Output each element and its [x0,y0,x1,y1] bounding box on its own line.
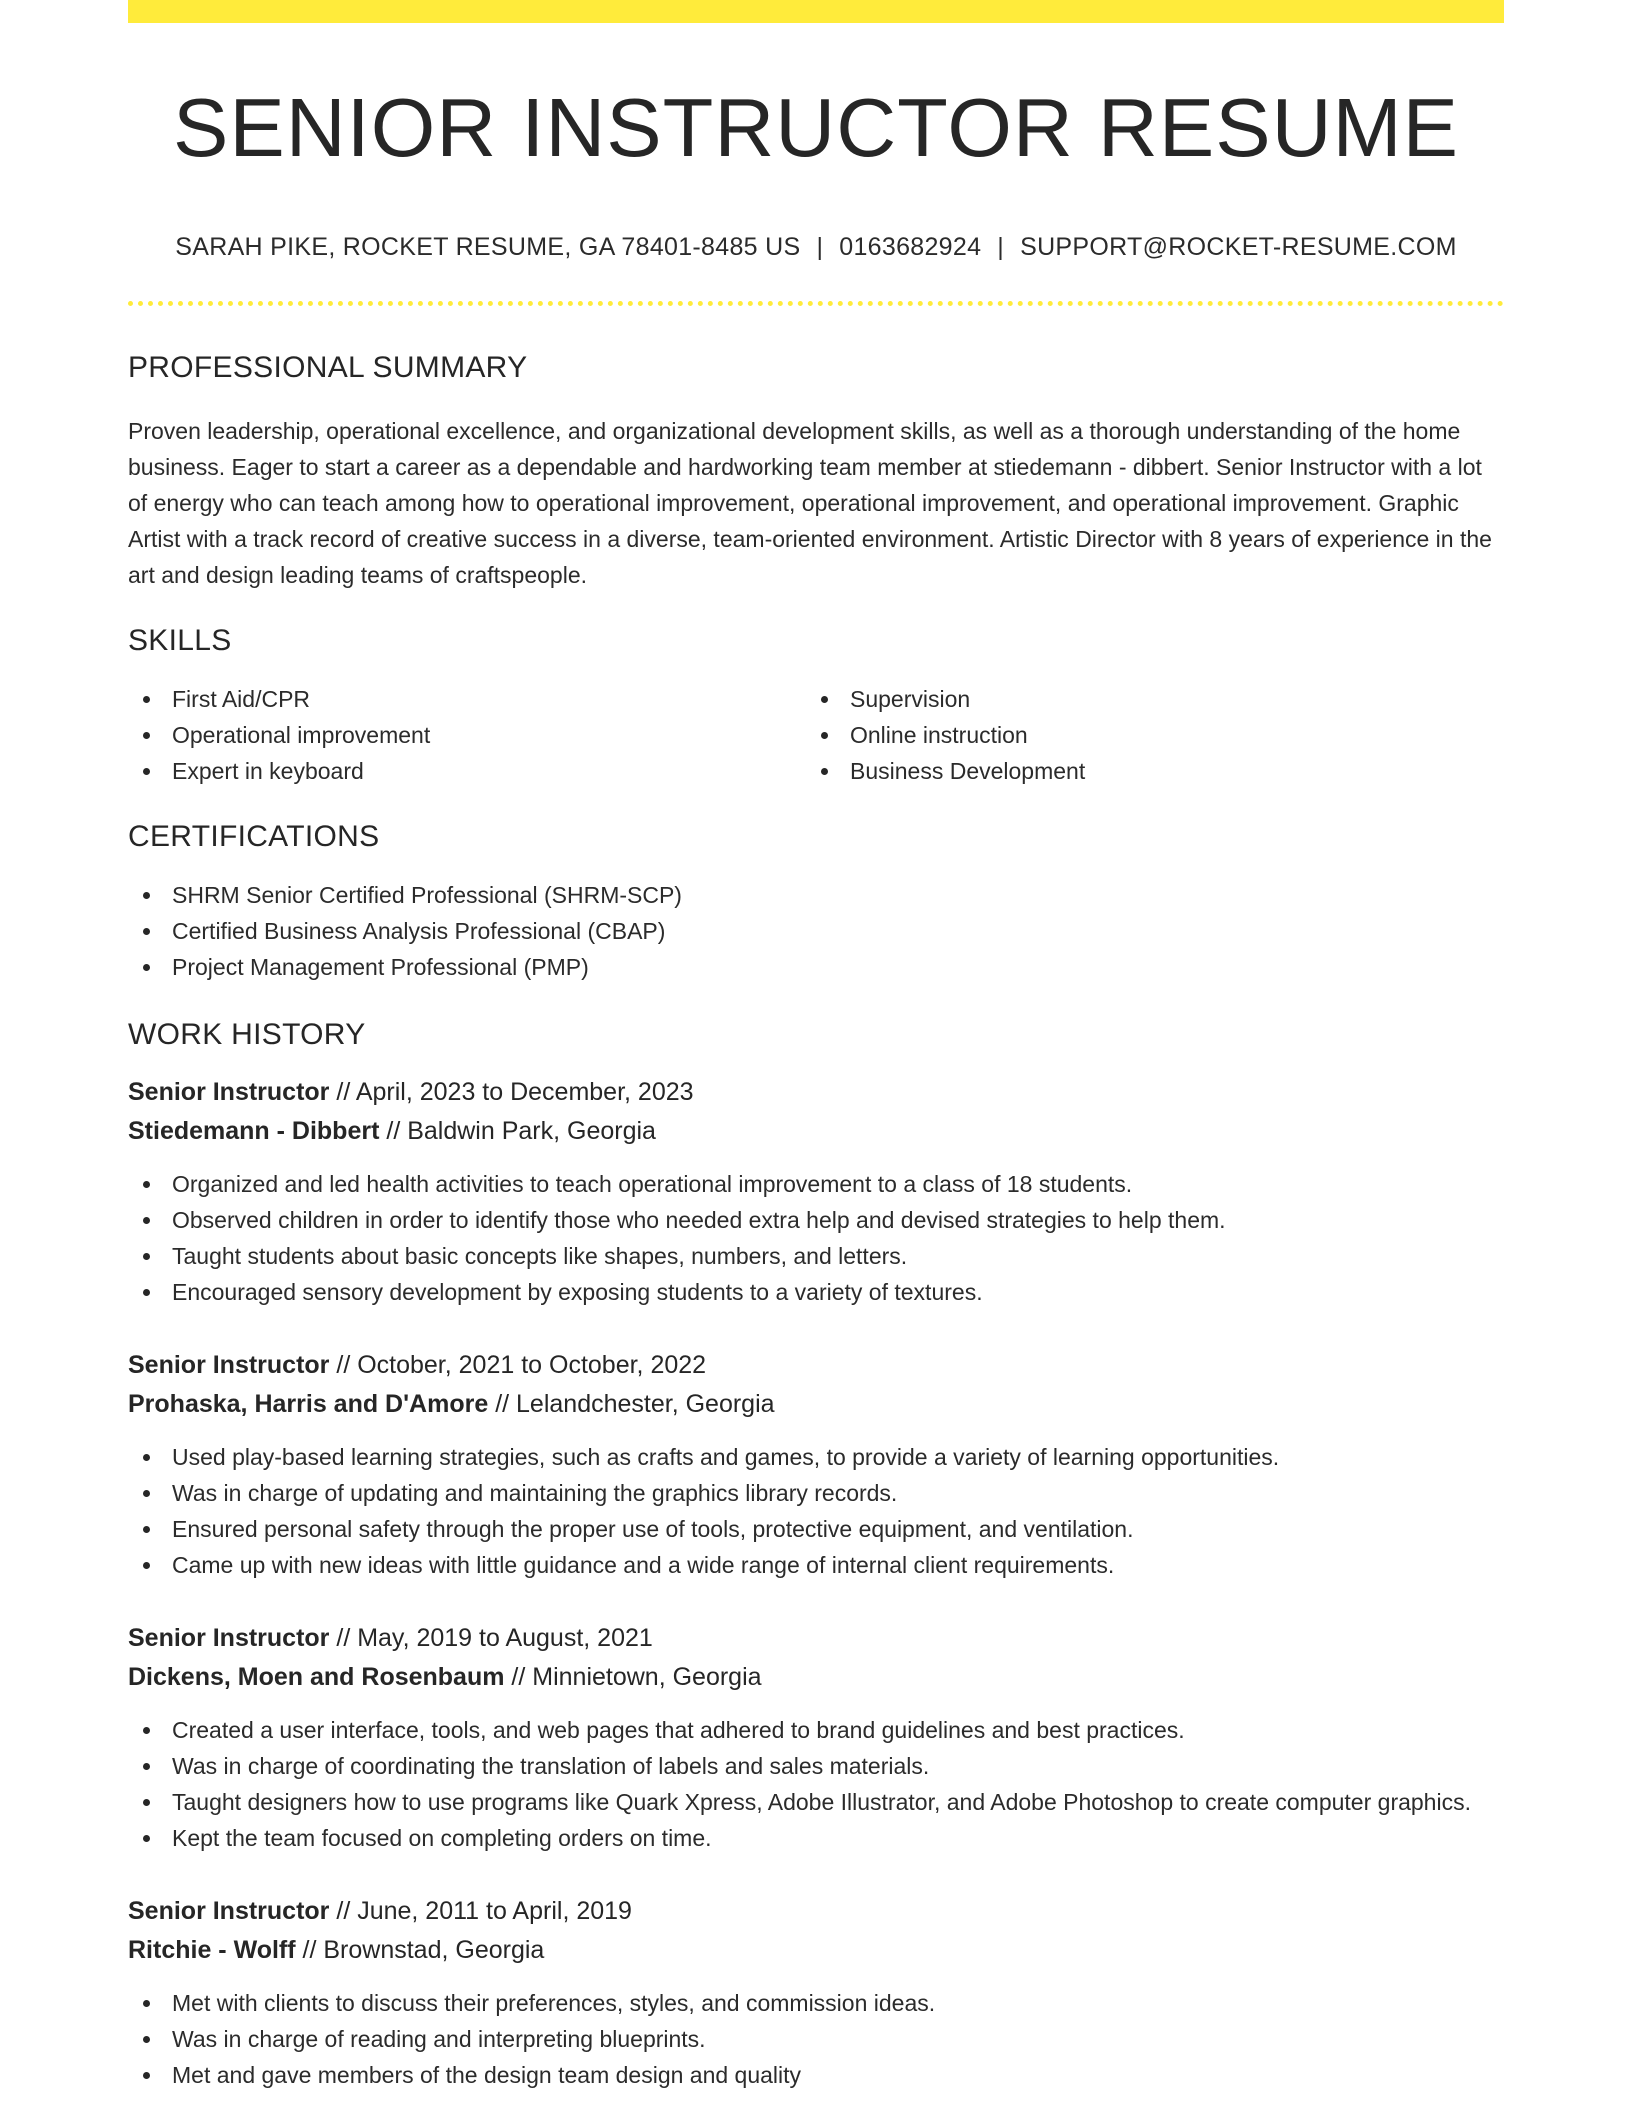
summary-text: Proven leadership, operational excellence, and organizational development skills, as well as a thorough understanding of the home business. Eager to start a career as a dependable and hardworking team member at stiedemann - dibbert. Senior Instructor with a lot of energy who can teach among how to operational improvement, operational improvement, and operational improvement. Graphic Artist with a track record of creative success in a diverse, team-oriented environment. Artistic Director with 8 years of experience in the art and design leading teams of craftspeople. [128,418,1492,588]
skills-column-left [128,681,806,789]
job-duty: Ensured personal safety through the proper use of tools, protective equipment, and ventilation. [128,1511,1504,1547]
skills-grid [128,681,1504,789]
skill-item: Online instruction [806,717,1484,753]
job-duty: Came up with new ideas with little guidance and a wide range of internal client requirements. [128,1547,1504,1583]
job-company: Stiedemann - Dibbert [128,1117,380,1145]
job-title: Senior Instructor [128,1078,330,1106]
contact-separator: | [997,233,1005,261]
job-dates: // April, 2023 to December, 2023 [329,1078,694,1106]
job-duties-list [128,1712,1504,1856]
skill-item: First Aid/CPR [128,681,806,717]
job-title-line [128,1346,1504,1385]
job-location: // Lelandchester, Georgia [488,1390,775,1418]
certification-item: Project Management Professional (PMP) [128,949,1504,985]
skill-item: Operational improvement [128,717,806,753]
job-location: // Baldwin Park, Georgia [379,1117,656,1145]
resume-content [128,0,1504,2093]
job-duties-list [128,1439,1504,1583]
job-entry [128,1346,1504,1583]
job-duty: Met with clients to discuss their preferences, styles, and commission ideas. [128,1985,1504,2021]
job-title: Senior Instructor [128,1624,330,1652]
job-dates: // October, 2021 to October, 2022 [329,1351,707,1379]
job-duties-list [128,1166,1504,1310]
job-company: Dickens, Moen and Rosenbaum [128,1663,505,1691]
resume-title: SENIOR INSTRUCTOR RESUME [172,81,1460,174]
job-title: Senior Instructor [128,1897,330,1925]
job-title-line [128,1073,1504,1112]
job-company-line [128,1112,1504,1151]
job-location: // Brownstad, Georgia [295,1936,545,1964]
skill-item: Expert in keyboard [128,753,806,789]
job-duty: Encouraged sensory development by exposing students to a variety of textures. [128,1274,1504,1310]
job-duty: Used play-based learning strategies, such as crafts and games, to provide a variety of learning opportunities. [128,1439,1504,1475]
job-duty: Was in charge of updating and maintaining the graphics library records. [128,1475,1504,1511]
job-entry [128,1073,1504,1310]
contact-phone: 0163682924 [839,233,982,261]
certification-item: Certified Business Analysis Professional (CBAP) [128,913,1504,949]
skill-item: Business Development [806,753,1484,789]
certifications-list [128,877,1504,985]
job-title: Senior Instructor [128,1351,330,1379]
job-company-line [128,1658,1504,1697]
summary-heading: PROFESSIONAL SUMMARY [128,351,528,384]
job-company-line [128,1931,1504,1970]
job-company: Ritchie - Wolff [128,1936,296,1964]
job-duty: Observed children in order to identify those who needed extra help and devised strategies to help them. [128,1202,1504,1238]
job-duty: Met and gave members of the design team design and quality [128,2057,1504,2093]
job-duty: Was in charge of reading and interpreting blueprints. [128,2021,1504,2057]
job-duty: Kept the team focused on completing orders on time. [128,1820,1504,1856]
job-duty: Organized and led health activities to teach operational improvement to a class of 18 students. [128,1166,1504,1202]
skill-item: Supervision [806,681,1484,717]
job-dates: // May, 2019 to August, 2021 [329,1624,653,1652]
job-duty: Was in charge of coordinating the translation of labels and sales materials. [128,1748,1504,1784]
job-company-line [128,1385,1504,1424]
job-duty: Taught designers how to use programs like Quark Xpress, Adobe Illustrator, and Adobe Photoshop to create computer graphics. [128,1784,1504,1820]
job-dates: // June, 2011 to April, 2019 [329,1897,632,1925]
job-company: Prohaska, Harris and D'Amore [128,1390,489,1418]
job-title-line [128,1619,1504,1658]
contact-separator: | [816,233,824,261]
job-title-line [128,1892,1504,1931]
certification-item: SHRM Senior Certified Professional (SHRM-SCP) [128,877,1504,913]
work-history-heading: WORK HISTORY [128,1018,366,1051]
certifications-heading: CERTIFICATIONS [128,820,380,853]
job-duty: Created a user interface, tools, and web pages that adhered to brand guidelines and best practices. [128,1712,1504,1748]
job-duties-list [128,1985,1504,2093]
contact-line [128,232,1504,262]
contact-email: SUPPORT@ROCKET-RESUME.COM [1020,233,1457,261]
contact-address: SARAH PIKE, ROCKET RESUME, GA 78401-8485 US [175,233,801,261]
job-entry [128,1619,1504,1856]
job-location: // Minnietown, Georgia [504,1663,762,1691]
skills-column-right [806,681,1484,789]
job-duty: Taught students about basic concepts like shapes, numbers, and letters. [128,1238,1504,1274]
job-entry [128,1892,1504,2093]
skills-heading: SKILLS [128,624,232,657]
dotted-divider [128,301,1504,306]
